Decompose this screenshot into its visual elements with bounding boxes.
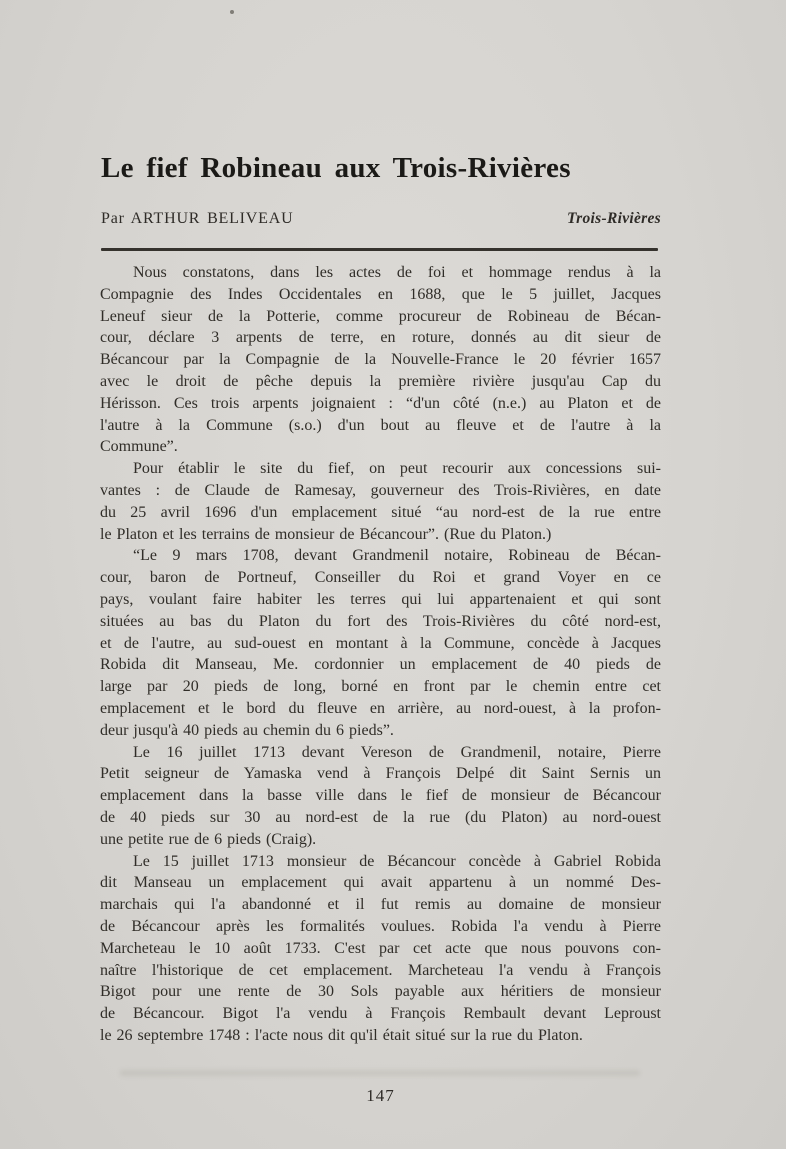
text-line: l'autre à la Commune (s.o.) d'un bout au fleuve et de l'autre à la bbox=[100, 416, 661, 434]
place-label: Trois-Rivières bbox=[566, 210, 661, 227]
text-line: cour, déclare 3 arpents de terre, en roture, donnés au dit sieur de bbox=[100, 329, 661, 347]
text-line: le Platon et les terrains de monsieur de Bécancour”. (Rue du Platon.) bbox=[100, 525, 552, 543]
scan-artifact-speck bbox=[230, 10, 234, 14]
text-line: Robida dit Manseau, Me. cordonnier un emplacement de 40 pieds de bbox=[100, 656, 661, 674]
paragraph bbox=[100, 545, 661, 741]
text-line: du 25 avril 1696 d'un emplacement situé “au nord-est de la rue entre bbox=[100, 503, 661, 521]
text-line: large par 20 pieds de long, borné en front par le chemin entre cet bbox=[100, 678, 661, 696]
text-line: de Bécancour. Bigot l'a vendu à François Rembault devant Leproust bbox=[100, 1005, 661, 1023]
text-line: une petite rue de 6 pieds (Craig). bbox=[100, 830, 317, 848]
text-line: deur jusqu'à 40 pieds au chemin du 6 pieds”. bbox=[100, 721, 394, 739]
text-line: Marcheteau le 10 août 1733. C'est par cet acte que nous pouvons con- bbox=[100, 939, 661, 957]
text-line: Pour établir le site du fief, on peut recourir aux concessions sui- bbox=[133, 460, 661, 478]
text-line: le 26 septembre 1748 : l'acte nous dit qu'il était situé sur la rue du Platon. bbox=[100, 1026, 583, 1044]
article-body bbox=[100, 262, 661, 1047]
text-line: Nous constatons, dans les actes de foi et hommage rendus à la bbox=[133, 264, 661, 281]
text-line: de Bécancour après les formalités voulues. Robida l'a vendu à Pierre bbox=[100, 917, 661, 935]
header-rule bbox=[101, 248, 658, 251]
text-line: Le 16 juillet 1713 devant Vereson de Grandmenil, notaire, Pierre bbox=[133, 743, 661, 761]
byline-row bbox=[101, 210, 661, 228]
text-line: dit Manseau un emplacement qui avait appartenu à un nommé Des- bbox=[100, 874, 661, 892]
text-line: situées au bas du Platon du fort des Trois-Rivières du côté nord-est, bbox=[100, 612, 661, 630]
paragraph bbox=[100, 262, 661, 458]
text-line: Leneuf sieur de la Potterie, comme procureur de Robineau de Bécan- bbox=[100, 307, 661, 325]
text-line: de 40 pieds sur 30 au nord-est de la rue (du Platon) au nord-ouest bbox=[100, 808, 661, 826]
text-line: pays, voulant faire habiter les terres qui lui appartenaient et qui sont bbox=[100, 590, 661, 608]
article-title: Le fief Robineau aux Trois-Rivières bbox=[101, 152, 571, 184]
text-line: emplacement et le bord du fleuve en arrière, au nord-ouest, à la profon- bbox=[100, 699, 661, 717]
text-line: cour, baron de Portneuf, Conseiller du Roi et grand Voyer en ce bbox=[100, 569, 661, 587]
text-line: avec le droit de pêche depuis la première rivière jusqu'au Cap du bbox=[100, 372, 661, 390]
text-line: Commune”. bbox=[100, 438, 178, 456]
text-line: “Le 9 mars 1708, devant Grandmenil notaire, Robineau de Bécan- bbox=[133, 547, 661, 565]
text-line: Bécancour par la Compagnie de la Nouvelle-France le 20 février 1657 bbox=[100, 351, 661, 369]
paragraph bbox=[100, 458, 661, 545]
paragraph bbox=[100, 851, 661, 1047]
text-line: vantes : de Claude de Ramesay, gouverneur des Trois-Rivières, en date bbox=[100, 481, 661, 499]
page-number: 147 bbox=[366, 1086, 395, 1105]
author-byline: Par ARTHUR BELIVEAU bbox=[101, 210, 294, 227]
text-line: Le 15 juillet 1713 monsieur de Bécancour concède à Gabriel Robida bbox=[133, 852, 661, 870]
text-line: Bigot pour une rente de 30 Sols payable aux héritiers de monsieur bbox=[100, 983, 661, 1001]
text-line: naître l'historique de cet emplacement. Marcheteau l'a vendu à François bbox=[100, 961, 661, 979]
text-line: marchais qui l'a abandonné et il fut remis au domaine de monsieur bbox=[100, 896, 661, 914]
text-line: Petit seigneur de Yamaska vend à François Delpé dit Saint Sernis un bbox=[100, 765, 661, 783]
text-line: Hérisson. Ces trois arpents joignaient : “d'un côté (n.e.) au Platon et de bbox=[100, 394, 661, 412]
show-through-smudge bbox=[120, 1070, 640, 1076]
text-line: et de l'autre, au sud-ouest en montant à la Commune, concède à Jacques bbox=[100, 634, 661, 652]
text-line: emplacement dans la basse ville dans le fief de monsieur de Bécancour bbox=[100, 787, 661, 805]
paragraph bbox=[100, 742, 661, 851]
text-line: Compagnie des Indes Occidentales en 1688, que le 5 juillet, Jacques bbox=[100, 285, 661, 303]
